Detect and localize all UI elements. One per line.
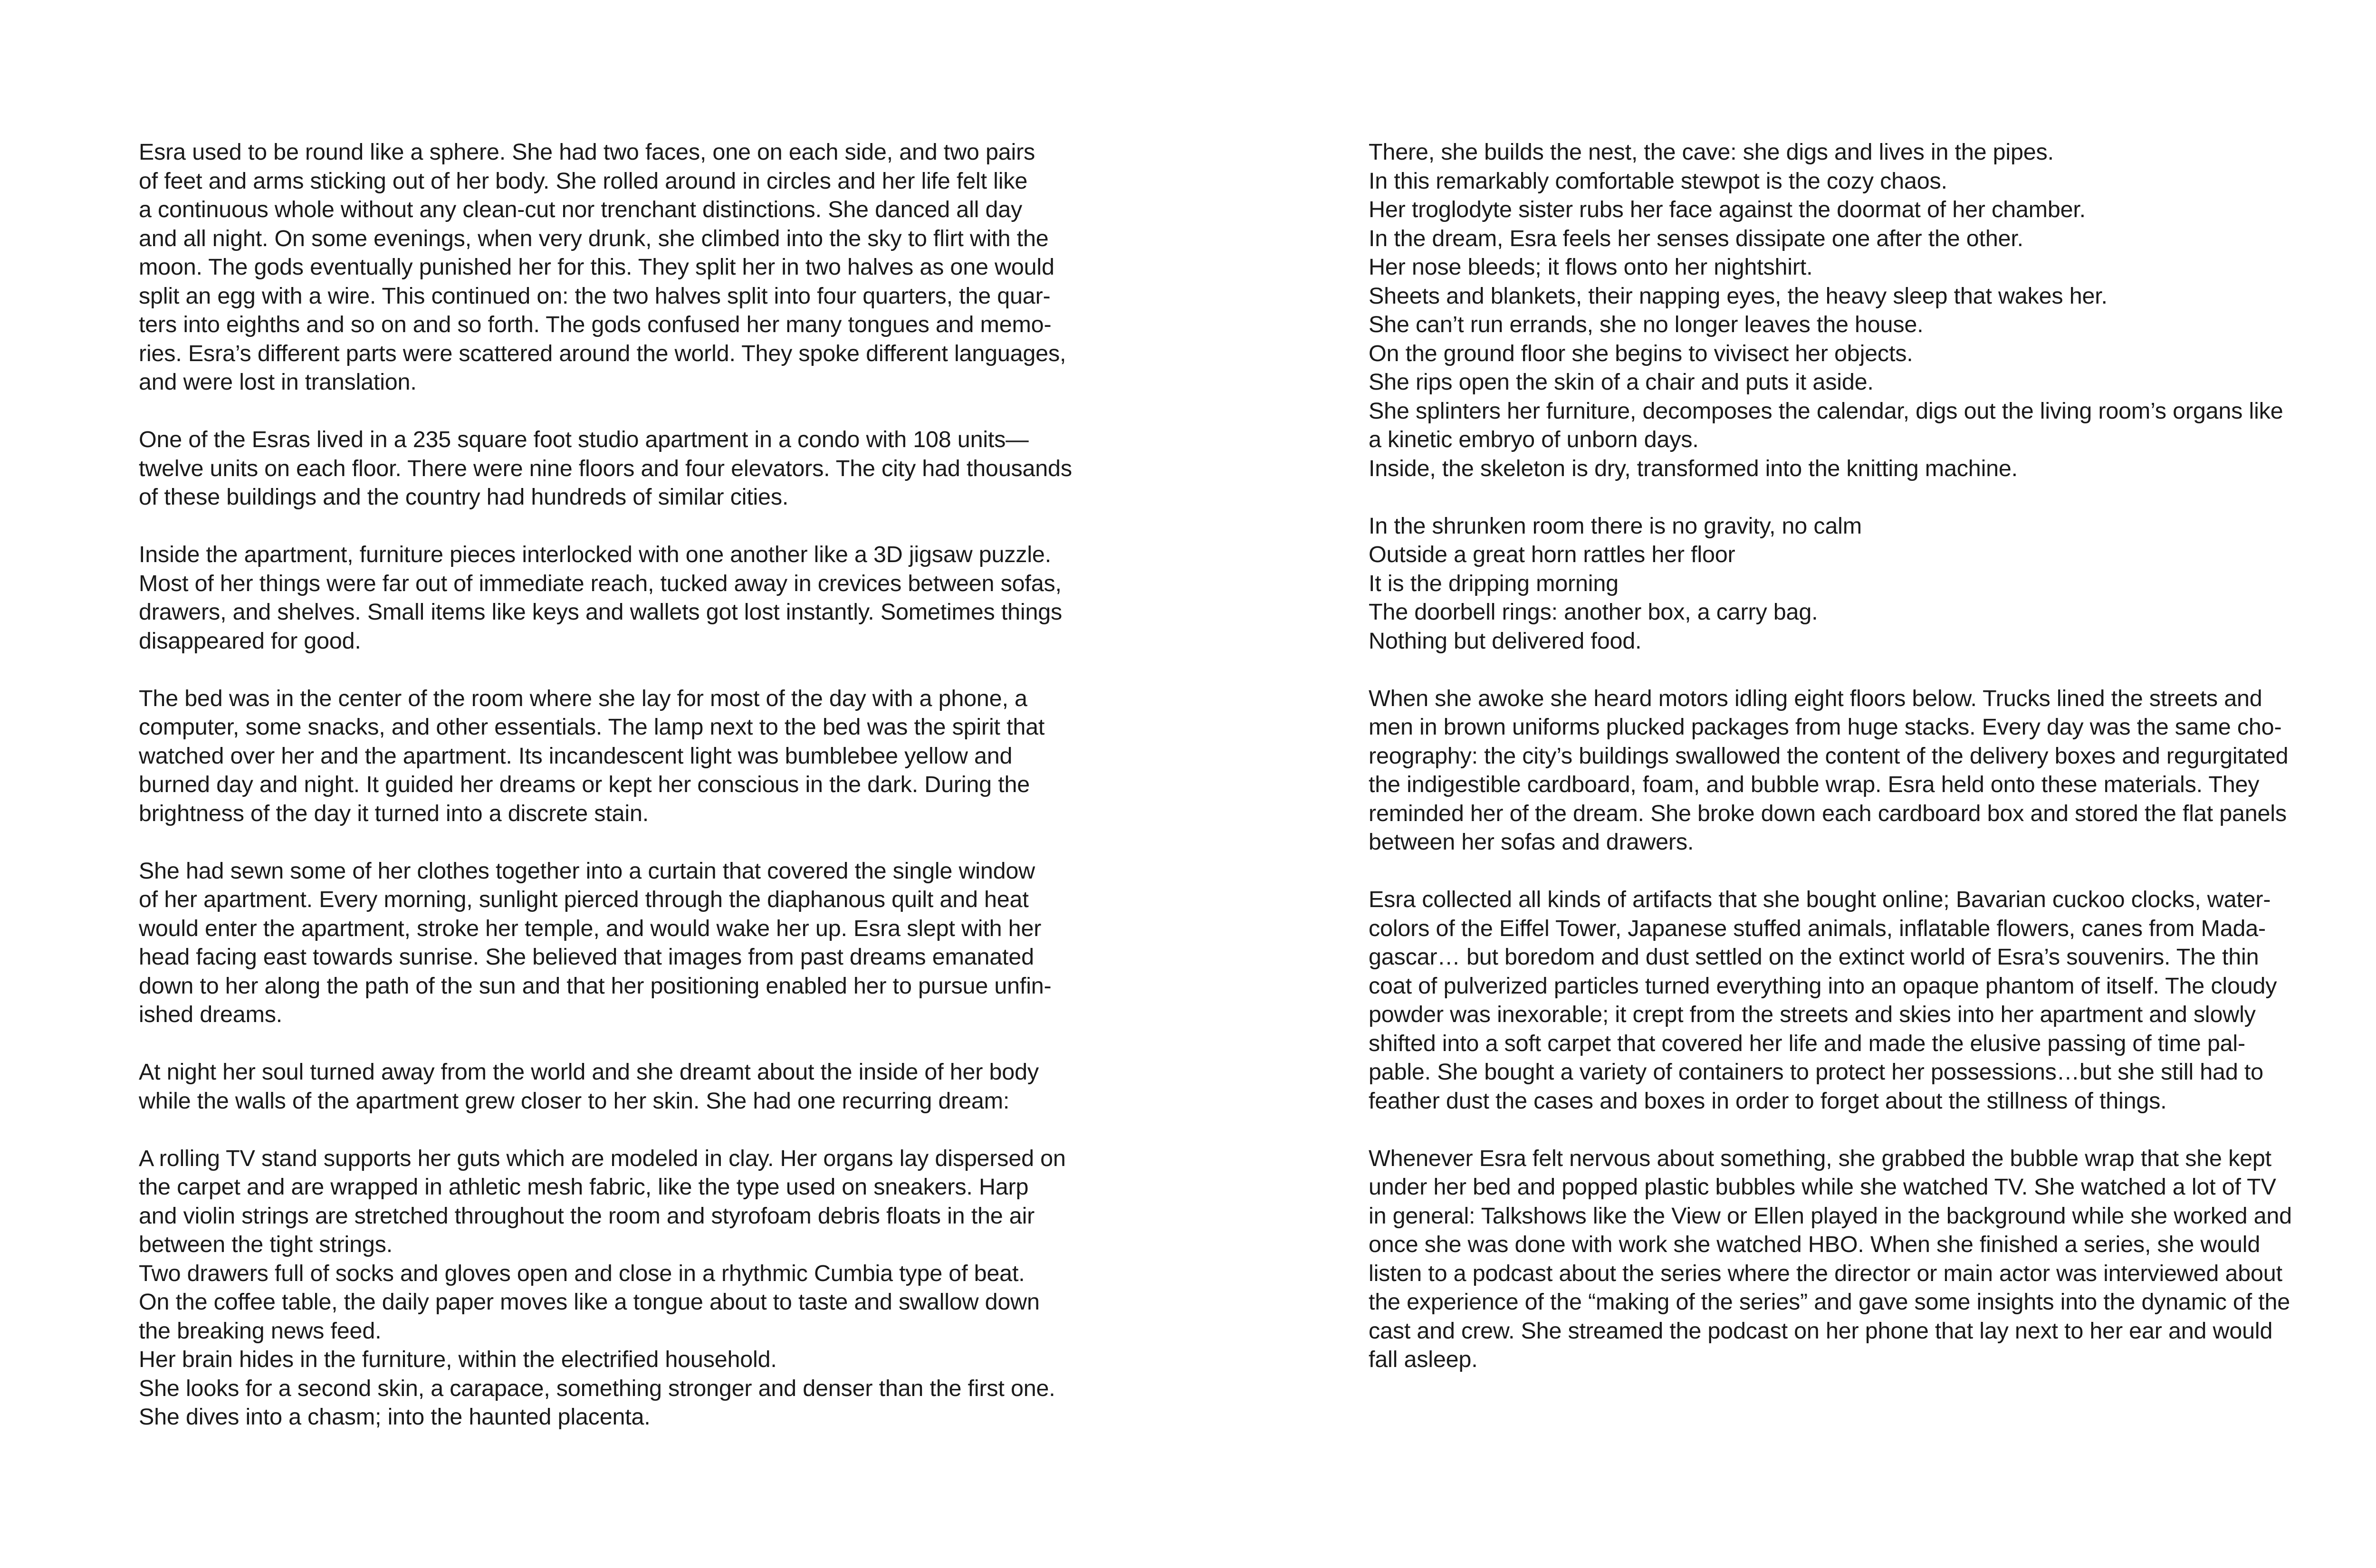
text-line: once she was done with work she watched HBO. When she finished a series, she would: [1369, 1232, 2261, 1257]
text-line: It is the dripping morning: [1369, 570, 1619, 596]
text-line: The doorbell rings: another box, a carry bag.: [1369, 599, 1818, 625]
text-line: while the walls of the apartment grew closer to her skin. She had one recurring dream:: [139, 1088, 1010, 1114]
paragraph: [139, 1144, 1113, 1432]
text-line: computer, some snacks, and other essentials. The lamp next to the bed was the spirit that: [139, 714, 1045, 740]
paragraph: [139, 138, 1113, 397]
paragraph: [1369, 138, 2343, 483]
text-line: Sheets and blankets, their napping eyes, the heavy sleep that wakes her.: [1369, 283, 2108, 309]
text-line: and were lost in translation.: [139, 369, 417, 395]
text-line: ished dreams.: [139, 1002, 283, 1027]
paragraph: [1369, 885, 2343, 1115]
right-page: [1369, 138, 2343, 1403]
text-line: powder was inexorable; it crept from the streets and skies into her apartment and slowly: [1369, 1002, 2256, 1027]
text-line: disappeared for good.: [139, 628, 361, 654]
text-line: On the coffee table, the daily paper moves like a tongue about to taste and swallow down: [139, 1289, 1040, 1315]
text-line: Whenever Esra felt nervous about something, she grabbed the bubble wrap that she kept: [1369, 1145, 2271, 1171]
text-line: In the shrunken room there is no gravity, no calm: [1369, 513, 1862, 539]
text-line: Esra collected all kinds of artifacts that she bought online; Bavarian cuckoo clocks, water-: [1369, 887, 2271, 912]
text-line: listen to a podcast about the series where the director or main actor was interviewed about: [1369, 1260, 2282, 1286]
paragraph: [139, 1058, 1113, 1115]
paragraph: [139, 425, 1113, 512]
text-line: pable. She bought a variety of containers to protect her possessions…but she still had to: [1369, 1059, 2263, 1085]
text-line: the experience of the “making of the series” and gave some insights into the dynamic of the: [1369, 1289, 2290, 1315]
text-line: of feet and arms sticking out of her body. She rolled around in circles and her life felt like: [139, 168, 1028, 194]
text-line: Her nose bleeds; it flows onto her nightshirt.: [1369, 254, 1813, 280]
text-line: She had sewn some of her clothes together into a curtain that covered the single window: [139, 858, 1035, 884]
text-line: Esra used to be round like a sphere. She had two faces, one on each side, and two pairs: [139, 139, 1035, 165]
text-line: the breaking news feed.: [139, 1318, 382, 1344]
text-line: the indigestible cardboard, foam, and bubble wrap. Esra held onto these materials. They: [1369, 772, 2260, 797]
text-line: ries. Esra’s different parts were scattered around the world. They spoke different languages,: [139, 340, 1066, 366]
text-line: would enter the apartment, stroke her temple, and would wake her up. Esra slept with her: [139, 915, 1042, 941]
text-line: cast and crew. She streamed the podcast on her phone that lay next to her ear and would: [1369, 1318, 2273, 1344]
text-line: drawers, and shelves. Small items like keys and wallets got lost instantly. Sometimes things: [139, 599, 1063, 625]
text-line: Outside a great horn rattles her floor: [1369, 542, 1735, 567]
text-line: coat of pulverized particles turned everything into an opaque phantom of itself. The cloudy: [1369, 973, 2277, 999]
paragraph: [139, 684, 1113, 828]
text-line: When she awoke she heard motors idling eight floors below. Trucks lined the streets and: [1369, 685, 2262, 711]
text-line: She can’t run errands, she no longer leaves the house.: [1369, 312, 1924, 337]
text-line: Inside, the skeleton is dry, transformed into the knitting machine.: [1369, 455, 2018, 481]
text-line: brightness of the day it turned into a discrete stain.: [139, 800, 649, 826]
text-line: One of the Esras lived in a 235 square foot studio apartment in a condo with 108 units—: [139, 427, 1029, 452]
text-line: watched over her and the apartment. Its incandescent light was bumblebee yellow and: [139, 743, 1013, 769]
text-line: Two drawers full of socks and gloves open and close in a rhythmic Cumbia type of beat.: [139, 1260, 1025, 1286]
text-line: Her troglodyte sister rubs her face against the doormat of her chamber.: [1369, 197, 2086, 222]
text-line: of these buildings and the country had hundreds of similar cities.: [139, 484, 789, 510]
text-line: in general: Talkshows like the View or Ellen played in the background while she worked and: [1369, 1203, 2292, 1229]
text-line: head facing east towards sunrise. She believed that images from past dreams emanated: [139, 944, 1034, 970]
text-line: under her bed and popped plastic bubbles while she watched TV. She watched a lot of TV: [1369, 1174, 2276, 1200]
left-page: [139, 138, 1113, 1460]
paragraph: [139, 540, 1113, 655]
text-line: fall asleep.: [1369, 1347, 1478, 1372]
text-line: She rips open the skin of a chair and puts it aside.: [1369, 369, 1874, 395]
text-line: A rolling TV stand supports her guts which are modeled in clay. Her organs lay dispersed on: [139, 1145, 1066, 1171]
text-line: shifted into a soft carpet that covered her life and made the elusive passing of time pal-: [1369, 1030, 2245, 1056]
text-line: down to her along the path of the sun and that her positioning enabled her to pursue unfin-: [139, 973, 1052, 999]
text-line: burned day and night. It guided her dreams or kept her conscious in the dark. During the: [139, 772, 1030, 797]
text-line: She splinters her furniture, decomposes the calendar, digs out the living room’s organs like: [1369, 398, 2283, 424]
text-line: and all night. On some evenings, when very drunk, she climbed into the sky to flirt with the: [139, 225, 1049, 251]
text-line: between the tight strings.: [139, 1232, 393, 1257]
text-line: and violin strings are stretched throughout the room and styrofoam debris floats in the air: [139, 1203, 1035, 1229]
text-line: There, she builds the nest, the cave: she digs and lives in the pipes.: [1369, 139, 2054, 165]
text-line: a kinetic embryo of unborn days.: [1369, 427, 1699, 452]
text-line: Her brain hides in the furniture, within the electrified household.: [139, 1347, 777, 1372]
text-line: The bed was in the center of the room where she lay for most of the day with a phone, a: [139, 685, 1027, 711]
text-line: In this remarkably comfortable stewpot is the cozy chaos.: [1369, 168, 1947, 194]
paragraph: [1369, 684, 2343, 857]
text-line: At night her soul turned away from the world and she dreamt about the inside of her body: [139, 1059, 1039, 1085]
text-line: feather dust the cases and boxes in order to forget about the stillness of things.: [1369, 1088, 2167, 1114]
text-line: reminded her of the dream. She broke down each cardboard box and stored the flat panels: [1369, 800, 2287, 826]
text-line: Nothing but delivered food.: [1369, 628, 1642, 654]
text-line: In the dream, Esra feels her senses dissipate one after the other.: [1369, 225, 2023, 251]
text-line: gascar… but boredom and dust settled on the extinct world of Esra’s souvenirs. The thin: [1369, 944, 2259, 970]
text-line: She dives into a chasm; into the haunted placenta.: [139, 1404, 651, 1430]
text-line: of her apartment. Every morning, sunlight pierced through the diaphanous quilt and heat: [139, 887, 1029, 912]
text-line: between her sofas and drawers.: [1369, 829, 1694, 855]
text-line: moon. The gods eventually punished her for this. They split her in two halves as one would: [139, 254, 1054, 280]
text-line: On the ground floor she begins to vivisect her objects.: [1369, 340, 1913, 366]
text-line: reography: the city’s buildings swallowed the content of the delivery boxes and regurgitated: [1369, 743, 2289, 769]
paragraph: [1369, 512, 2343, 656]
text-line: a continuous whole without any clean-cut nor trenchant distinctions. She danced all day: [139, 197, 1023, 222]
text-line: twelve units on each floor. There were nine floors and four elevators. The city had thousands: [139, 455, 1072, 481]
text-line: men in brown uniforms plucked packages from huge stacks. Every day was the same cho-: [1369, 714, 2282, 740]
text-line: ters into eighths and so on and so forth. The gods confused her many tongues and memo-: [139, 312, 1052, 337]
text-line: Most of her things were far out of immediate reach, tucked away in crevices between sofas,: [139, 570, 1062, 596]
text-line: She looks for a second skin, a carapace, something stronger and denser than the first one.: [139, 1375, 1055, 1401]
paragraph: [1369, 1144, 2343, 1374]
paragraph: [139, 857, 1113, 1029]
text-line: colors of the Eiffel Tower, Japanese stuffed animals, inflatable flowers, canes from Mada-: [1369, 915, 2266, 941]
text-line: split an egg with a wire. This continued on: the two halves split into four quarters, the quar-: [139, 283, 1051, 309]
text-line: the carpet and are wrapped in athletic mesh fabric, like the type used on sneakers. Harp: [139, 1174, 1029, 1200]
text-line: Inside the apartment, furniture pieces interlocked with one another like a 3D jigsaw puzzle.: [139, 542, 1051, 567]
